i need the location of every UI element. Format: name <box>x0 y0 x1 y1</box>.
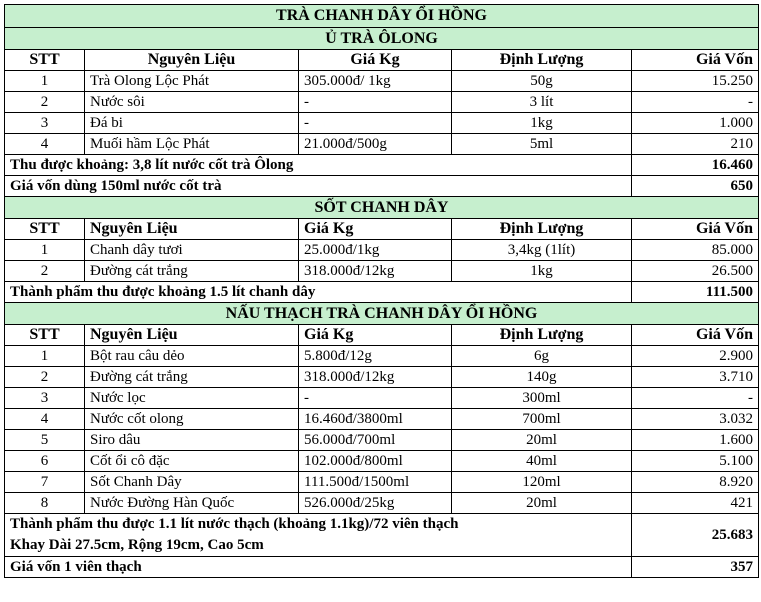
cell-ingredient[interactable]: Muối hầm Lộc Phát <box>85 134 299 155</box>
table-row <box>5 71 759 92</box>
cell-ingredient[interactable]: Trà Olong Lộc Phát <box>85 71 299 92</box>
cell-stt[interactable]: 4 <box>5 134 85 155</box>
col-header-price[interactable]: Giá Kg <box>299 50 452 71</box>
cell-stt[interactable]: 2 <box>5 367 85 388</box>
cell-cost[interactable]: 2.900 <box>632 346 759 367</box>
cell-cost[interactable]: 1.000 <box>632 113 759 134</box>
cell-price[interactable]: - <box>299 92 452 113</box>
cell-ingredient[interactable]: Nước Đường Hàn Quốc <box>85 493 299 514</box>
cell-cost[interactable]: 210 <box>632 134 759 155</box>
cell-price[interactable]: 102.000đ/800ml <box>299 451 452 472</box>
cell-amount[interactable]: 300ml <box>452 388 632 409</box>
cell-stt[interactable]: 6 <box>5 451 85 472</box>
section1-summary2-label[interactable]: Giá vốn dùng 150ml nước cốt trà <box>5 176 632 197</box>
table-row <box>5 240 759 261</box>
cell-price[interactable]: 25.000đ/1kg <box>299 240 452 261</box>
cell-price[interactable]: 318.000đ/12kg <box>299 261 452 282</box>
section2-summary-value[interactable]: 111.500 <box>632 282 759 303</box>
section-heading-row <box>5 197 759 219</box>
cell-cost[interactable]: - <box>632 388 759 409</box>
cell-amount[interactable]: 50g <box>452 71 632 92</box>
cell-stt[interactable]: 1 <box>5 240 85 261</box>
cell-price[interactable]: - <box>299 113 452 134</box>
section1-summary1-label[interactable]: Thu được khoảng: 3,8 lít nước cốt trà Ôlong <box>5 155 632 176</box>
cell-amount[interactable]: 6g <box>452 346 632 367</box>
cell-amount[interactable]: 40ml <box>452 451 632 472</box>
cell-ingredient[interactable]: Sốt Chanh Dây <box>85 472 299 493</box>
cell-cost[interactable]: 421 <box>632 493 759 514</box>
cell-stt[interactable]: 2 <box>5 92 85 113</box>
cell-amount[interactable]: 1kg <box>452 113 632 134</box>
cell-stt[interactable]: 7 <box>5 472 85 493</box>
cell-ingredient[interactable]: Chanh dây tươi <box>85 240 299 261</box>
cell-ingredient[interactable]: Nước cốt olong <box>85 409 299 430</box>
col-header-cost[interactable]: Giá Vốn <box>632 325 759 346</box>
section3-heading[interactable]: NẤU THẠCH TRÀ CHANH DÂY ỔI HỒNG <box>5 303 759 325</box>
cell-price[interactable]: 16.460đ/3800ml <box>299 409 452 430</box>
cell-ingredient[interactable]: Đá bi <box>85 113 299 134</box>
col-header-price[interactable]: Giá Kg <box>299 325 452 346</box>
table-row <box>5 261 759 282</box>
col-header-stt[interactable]: STT <box>5 50 85 71</box>
sheet-title[interactable]: TRÀ CHANH DÂY ỔI HỒNG <box>5 5 759 28</box>
col-header-ingredient[interactable]: Nguyên Liệu <box>85 325 299 346</box>
table-row <box>5 472 759 493</box>
cell-cost[interactable]: 5.100 <box>632 451 759 472</box>
section3-summary1-value[interactable]: 25.683 <box>632 514 759 557</box>
cell-amount[interactable]: 5ml <box>452 134 632 155</box>
cell-price[interactable]: - <box>299 388 452 409</box>
column-header-row <box>5 325 759 346</box>
table-row <box>5 134 759 155</box>
cell-price[interactable]: 305.000đ/ 1kg <box>299 71 452 92</box>
table-row <box>5 92 759 113</box>
cell-cost[interactable]: 15.250 <box>632 71 759 92</box>
cell-stt[interactable]: 5 <box>5 430 85 451</box>
section3-summary2-label[interactable]: Giá vốn 1 viên thạch <box>5 557 632 578</box>
section2-summary-label[interactable]: Thành phẩm thu được khoảng 1.5 lít chanh dây <box>5 282 632 303</box>
column-header-row <box>5 50 759 71</box>
cell-cost[interactable]: 85.000 <box>632 240 759 261</box>
section3-summary-row <box>5 557 759 578</box>
table-row <box>5 346 759 367</box>
cell-price[interactable]: 21.000đ/500g <box>299 134 452 155</box>
cell-price[interactable]: 318.000đ/12kg <box>299 367 452 388</box>
cell-price[interactable]: 56.000đ/700ml <box>299 430 452 451</box>
cell-price[interactable]: 5.800đ/12g <box>299 346 452 367</box>
cell-cost[interactable]: 3.032 <box>632 409 759 430</box>
col-header-cost[interactable]: Giá Vốn <box>632 50 759 71</box>
col-header-ingredient[interactable]: Nguyên Liệu <box>85 219 299 240</box>
col-header-amount[interactable]: Định Lượng <box>452 325 632 346</box>
table-row <box>5 493 759 514</box>
cell-ingredient[interactable]: Siro dâu <box>85 430 299 451</box>
cell-ingredient[interactable]: Đường cát trắng <box>85 367 299 388</box>
cell-stt[interactable]: 4 <box>5 409 85 430</box>
cell-stt[interactable]: 1 <box>5 346 85 367</box>
cell-amount[interactable]: 3 lít <box>452 92 632 113</box>
col-header-stt[interactable]: STT <box>5 325 85 346</box>
section3-summary1-label[interactable] <box>5 514 632 557</box>
cell-amount[interactable]: 20ml <box>452 430 632 451</box>
recipe-cost-sheet <box>4 4 759 578</box>
section-heading-row <box>5 303 759 325</box>
table-row <box>5 430 759 451</box>
cell-price[interactable]: 526.000đ/25kg <box>299 493 452 514</box>
col-header-price[interactable]: Giá Kg <box>299 219 452 240</box>
col-header-stt[interactable]: STT <box>5 219 85 240</box>
section-heading-row <box>5 28 759 50</box>
cell-amount[interactable]: 1kg <box>452 261 632 282</box>
table-row <box>5 451 759 472</box>
section3-summary1-line2: Khay Dài 27.5cm, Rộng 19cm, Cao 5cm <box>10 537 264 553</box>
cell-price[interactable]: 111.500đ/1500ml <box>299 472 452 493</box>
cell-amount[interactable]: 120ml <box>452 472 632 493</box>
cell-cost[interactable]: 8.920 <box>632 472 759 493</box>
cell-amount[interactable]: 3,4kg (1lít) <box>452 240 632 261</box>
cell-ingredient[interactable]: Nước lọc <box>85 388 299 409</box>
cell-ingredient[interactable]: Bột rau câu dẻo <box>85 346 299 367</box>
section1-summary-row <box>5 176 759 197</box>
cell-stt[interactable]: 8 <box>5 493 85 514</box>
section1-summary-row <box>5 155 759 176</box>
sheet-title-row <box>5 5 759 28</box>
table-row <box>5 367 759 388</box>
cell-amount[interactable]: 20ml <box>452 493 632 514</box>
cell-ingredient[interactable]: Nước sôi <box>85 92 299 113</box>
cell-stt[interactable]: 3 <box>5 113 85 134</box>
cell-ingredient[interactable]: Đường cát trắng <box>85 261 299 282</box>
col-header-amount[interactable]: Định Lượng <box>452 219 632 240</box>
section2-summary-row <box>5 282 759 303</box>
cell-cost[interactable]: 3.710 <box>632 367 759 388</box>
table-row <box>5 388 759 409</box>
section3-summary2-value[interactable]: 357 <box>632 557 759 578</box>
section1-summary2-value[interactable]: 650 <box>632 176 759 197</box>
col-header-amount[interactable]: Định Lượng <box>452 50 632 71</box>
table-row <box>5 113 759 134</box>
section2-heading[interactable]: SỐT CHANH DÂY <box>5 197 759 219</box>
cell-stt[interactable]: 1 <box>5 71 85 92</box>
cell-cost[interactable]: - <box>632 92 759 113</box>
col-header-cost[interactable]: Giá Vốn <box>632 219 759 240</box>
cell-cost[interactable]: 26.500 <box>632 261 759 282</box>
cell-amount[interactable]: 140g <box>452 367 632 388</box>
section1-heading[interactable]: Ủ TRÀ ÔLONG <box>5 28 759 50</box>
table-row <box>5 409 759 430</box>
cell-amount[interactable]: 700ml <box>452 409 632 430</box>
col-header-ingredient[interactable]: Nguyên Liệu <box>85 50 299 71</box>
cell-stt[interactable]: 3 <box>5 388 85 409</box>
column-header-row <box>5 219 759 240</box>
cell-stt[interactable]: 2 <box>5 261 85 282</box>
cell-ingredient[interactable]: Cốt ổi cô đặc <box>85 451 299 472</box>
section3-summary1-line1: Thành phẩm thu được 1.1 lít nước thạch (khoảng 1.1kg)/72 viên thạch <box>10 516 459 532</box>
cell-cost[interactable]: 1.600 <box>632 430 759 451</box>
section1-summary1-value[interactable]: 16.460 <box>632 155 759 176</box>
section3-summary-row <box>5 514 759 557</box>
